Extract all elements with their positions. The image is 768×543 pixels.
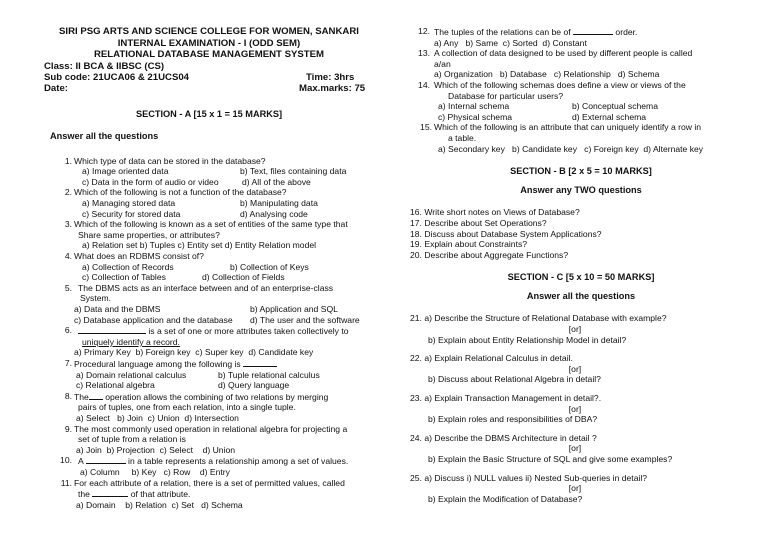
question-11-options: a) Domain b) Relation c) Set d) Schema: [76, 499, 243, 510]
section-b-instruction: Answer any TWO questions: [520, 184, 642, 195]
question-13-options: a) Organization b) Database c) Relationship d) Schema: [434, 69, 660, 80]
question-14-options: [410, 101, 740, 112]
question-8: [44, 391, 374, 403]
section-c-question-a: 21. a) Describe the Structure of Relational Database with example?: [410, 313, 667, 324]
section-c-instruction: Answer all the questions: [526, 290, 636, 301]
section-c-question-a: 23. a) Explain Transaction Management in detail?.: [410, 393, 602, 404]
section-a-title: SECTION - A [15 x 1 = 15 MARKS]: [135, 108, 283, 119]
left-column: [44, 26, 374, 510]
maxmarks-label: Max.marks: 75: [299, 82, 366, 94]
question-number: 15.: [420, 122, 432, 133]
section-b-list: [410, 207, 740, 260]
option: a) Managing stored data: [82, 198, 176, 209]
class-label: Class: II BCA & IIBSC (CS): [44, 60, 165, 72]
question-13: [410, 48, 740, 59]
question-number: 5.: [64, 282, 72, 293]
question-3-options: a) Relation set b) Tuples c) Entity set d) Entity Relation model: [82, 240, 317, 251]
question-text: in a table represents a relationship among a set of values.: [128, 456, 349, 467]
question-2: [44, 187, 374, 198]
section-c-question-b: b) Explain roles and responsibilities of DBA?: [428, 414, 598, 425]
option: b) Manipulating data: [240, 198, 318, 209]
question-7-options-2: [44, 380, 374, 391]
question-text-cont: set of tuple from a relation is: [78, 434, 186, 445]
section-c-title: SECTION - C [5 x 10 = 50 MARKS]: [507, 272, 655, 283]
question-15: [410, 122, 740, 133]
answer-blank: [89, 391, 103, 400]
question-1-options: [44, 166, 374, 177]
question-10-options: a) Column b) Key c) Row d) Entry: [80, 466, 230, 477]
question-4-options: [44, 262, 374, 273]
section-c-question-a: 24. a) Describe the DBMS Architecture in detail ?: [410, 432, 597, 443]
question-9: [44, 424, 374, 435]
or-separator: [or]: [568, 403, 582, 414]
question-12-options: a) Any b) Same c) Sorted d) Constant: [434, 37, 587, 48]
question-number: 11.: [60, 477, 72, 488]
option: d) Collection of Fields: [202, 272, 285, 283]
question-15-options: a) Secondary key b) Candidate key c) Foreign key d) Alternate key: [438, 143, 704, 154]
exam-name: INTERNAL EXAMINATION - I (ODD SEM): [117, 37, 301, 49]
option: a) Image oriented data: [82, 166, 169, 177]
option: d) Query language: [218, 380, 290, 391]
subcode-line: [44, 72, 374, 83]
question-number: 8.: [64, 390, 72, 401]
question-4-options-2: [44, 272, 374, 283]
section-c-list: [410, 313, 740, 504]
question-number: 4.: [64, 251, 72, 262]
question-5: [44, 283, 374, 294]
question-11-cont: [44, 488, 374, 500]
question-text-cont: System.: [80, 293, 112, 304]
question-7: [44, 358, 374, 370]
or-separator: [or]: [568, 483, 582, 494]
option: b) Collection of Keys: [230, 261, 309, 272]
answer-blank: [86, 455, 126, 464]
option: d) The user and the software: [250, 314, 360, 325]
question-12: [410, 26, 740, 38]
question-text: The: [74, 391, 89, 402]
option: a) Domain relational calculus: [76, 369, 187, 380]
section-a-instruction: Answer all the questions: [50, 131, 159, 142]
question-text: Which of the following is known as a set of entities of the same type that: [74, 219, 348, 230]
option: d) All of the above: [242, 176, 311, 187]
answer-blank: [78, 325, 146, 334]
question-14: [410, 80, 740, 91]
question-number: 7.: [64, 357, 72, 368]
question-text-cont: a table.: [448, 132, 477, 143]
question-2-options: [44, 198, 374, 209]
question-4: [44, 251, 374, 262]
option: c) Collection of Tables: [82, 272, 166, 283]
question-text: The DBMS acts as an interface between and of an enterprise-class: [78, 282, 334, 293]
question-number: 6.: [64, 325, 72, 336]
or-separator: [or]: [568, 324, 582, 335]
question-text: Which type of data can be stored in the database?: [74, 155, 266, 166]
option: a) Internal schema: [438, 101, 510, 112]
question-text-cont: the: [78, 489, 90, 500]
section-b-question: 20. Describe about Aggregate Functions?: [410, 249, 569, 260]
question-text: Which of the following schemas does define a view or views of the: [434, 79, 686, 90]
question-number: 12.: [418, 26, 430, 36]
date-line: [44, 83, 374, 94]
or-separator: [or]: [568, 443, 582, 454]
question-11: [44, 478, 374, 489]
section-c-question-a: 22. a) Explain Relational Calculus in detail.: [410, 353, 573, 364]
option: d) External schema: [572, 111, 647, 122]
right-column: [410, 26, 740, 504]
question-number: 3.: [64, 219, 72, 230]
option: c) Relational algebra: [76, 380, 155, 391]
question-text: operation allows the combining of two relations by merging: [105, 391, 329, 402]
option: b) Text, files containing data: [240, 166, 347, 177]
question-text-cont: a/an: [434, 58, 451, 69]
question-text: For each attribute of a relation, there is a set of permitted values, called: [74, 477, 345, 488]
question-text: Which of the following is an attribute that can uniquely identify a row in: [434, 122, 702, 133]
section-b-title: SECTION - B [2 x 5 = 10 MARKS]: [510, 166, 652, 177]
section-b-question: 17. Describe about Set Operations?: [410, 217, 547, 228]
option: c) Security for stored data: [82, 208, 181, 219]
class-line: [44, 61, 374, 72]
college-name: SIRI PSG ARTS AND SCIENCE COLLEGE FOR WOMEN, SANKARI: [59, 26, 359, 37]
question-text: order.: [615, 27, 638, 37]
section-c-question-b: b) Discuss about Relational Algebra in detail?: [428, 374, 601, 385]
question-text: A: [78, 456, 84, 467]
option: a) Data and the DBMS: [74, 304, 161, 314]
question-text: Which of the following is not a function of the database?: [74, 187, 287, 198]
question-number: 10.: [60, 455, 72, 466]
answer-blank: [573, 26, 613, 35]
section-b-question: 18. Discuss about Database System Applications?: [410, 228, 602, 239]
or-separator: [or]: [568, 363, 582, 374]
subcode-label: Sub code: 21UCA06 & 21UCS04: [44, 71, 190, 83]
option: c) Data in the form of audio or video: [82, 176, 219, 187]
question-number: 1.: [64, 155, 72, 166]
question-number: 2.: [64, 187, 72, 198]
question-5-options: [44, 304, 374, 315]
question-text: What does an RDBMS consist of?: [74, 251, 204, 262]
question-6-options: a) Primary Key b) Foreign key c) Super key d) Candidate key: [74, 347, 314, 358]
question-text-cont: of that attribute.: [130, 489, 191, 500]
question-1: [44, 156, 374, 167]
time-label: Time: 3hrs: [306, 71, 355, 83]
question-5-options-2: [44, 315, 374, 326]
question-text: A collection of data designed to be used by different people is called: [434, 48, 693, 59]
option: b) Conceptual schema: [572, 101, 658, 112]
question-9-options: a) Join b) Projection c) Select d) Union: [76, 444, 236, 455]
question-10: [44, 455, 374, 467]
question-text: The most commonly used operation in relational algebra for projecting a: [74, 423, 348, 434]
answer-blank: [92, 488, 128, 497]
option: d) Analysing code: [240, 208, 308, 219]
option: c) Database application and the database: [74, 314, 233, 325]
question-text: The tuples of the relations can be of: [434, 27, 571, 37]
question-text-cont: Share same properties, or attributes?: [78, 229, 220, 240]
section-c-question-b: b) Explain the Modification of Database?: [428, 493, 583, 504]
section-a-questions: [44, 156, 374, 511]
question-2-options-2: [44, 209, 374, 220]
section-c-question-a: 25. a) Discuss i) NULL values ii) Nested Sub-queries in detail?: [410, 472, 648, 483]
question-6: [44, 325, 374, 337]
option: b) Tuple relational calculus: [218, 369, 320, 380]
option: c) Physical schema: [438, 111, 513, 122]
question-14-options-2: [410, 112, 740, 123]
question-number: 9.: [64, 423, 72, 434]
question-1-options-2: [44, 177, 374, 188]
option: b) Application and SQL: [250, 304, 338, 314]
section-b-question: 16. Write short notes on Views of Database?: [410, 207, 580, 218]
question-text: is a set of one or more attributes taken collectively to: [148, 326, 349, 337]
question-3: [44, 219, 374, 230]
section-b-question: 19. Explain about Constraints?: [410, 239, 528, 250]
question-text-cont: Database for particular users?: [448, 90, 564, 101]
date-label: Date:: [44, 82, 68, 94]
question-text-cont: pairs of tuples, one from each relation, into a single tuple.: [78, 402, 296, 413]
option: a) Collection of Records: [82, 261, 174, 272]
question-7-options: [44, 370, 374, 381]
question-number: 14.: [418, 79, 430, 90]
question-8-options: a) Select b) Join c) Union d) Intersection: [76, 412, 239, 423]
question-text: Procedural language among the following is: [74, 358, 241, 369]
section-c-question-b: b) Explain the Basic Structure of SQL and give some examples?: [428, 454, 673, 464]
answer-blank: [243, 358, 277, 367]
question-number: 13.: [418, 48, 430, 59]
subject-name: RELATIONAL DATABASE MANAGEMENT SYSTEM: [93, 49, 325, 60]
question-text-cont: uniquely identify a record.: [82, 336, 180, 347]
section-c-question-b: b) Explain about Entity Relationship Model in detail?: [428, 334, 627, 345]
